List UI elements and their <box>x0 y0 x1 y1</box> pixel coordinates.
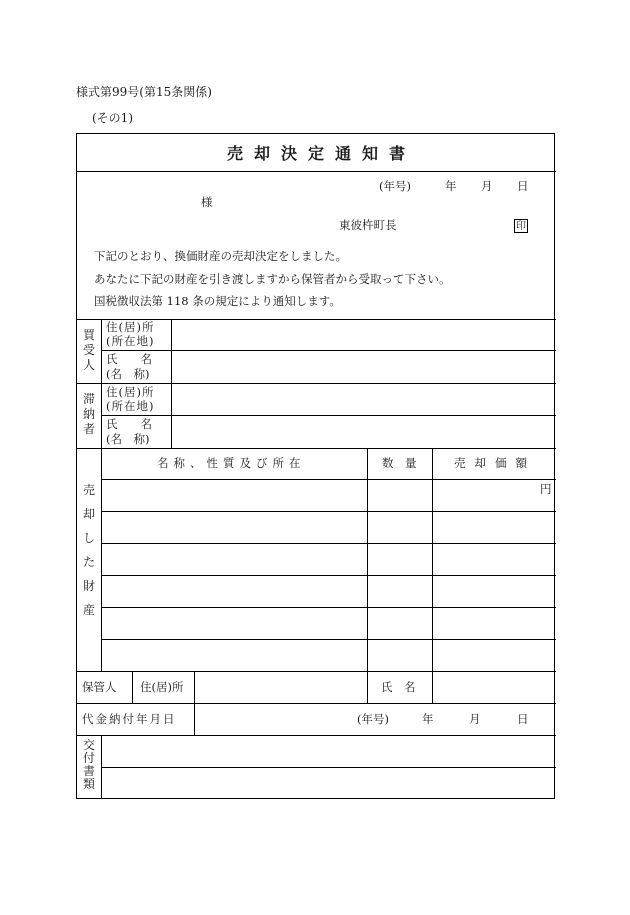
custodian-address-field[interactable] <box>196 673 365 702</box>
rule-property-row2 <box>101 543 556 544</box>
currency-unit: 円 <box>540 482 552 496</box>
buyer-label-char: 人 <box>82 358 95 372</box>
buyer-address-label-sub: (所在地) <box>106 334 155 348</box>
buyer-name-field[interactable] <box>173 352 554 382</box>
delinquent-name-label-sub: (名 称) <box>106 432 150 446</box>
documents-label-char: 類 <box>82 777 95 791</box>
property-label-char: た <box>82 555 95 569</box>
vrule-custodian-a <box>132 671 133 703</box>
documents-label <box>81 739 97 790</box>
property-quantity-header: 数 量 <box>382 456 417 470</box>
rule-property-row5 <box>101 639 556 640</box>
property-price-header: 売却価額 <box>454 456 536 470</box>
date-year: 年 <box>445 179 457 193</box>
rule-title <box>77 171 556 172</box>
rule-buyer-mid <box>101 350 556 351</box>
body-line-2: あなたに下記の財産を引き渡しますから保管者から受取って下さい。 <box>94 272 451 286</box>
buyer-address-field[interactable] <box>173 321 554 349</box>
delinquent-label <box>81 393 97 435</box>
payment-date-year: 年 <box>422 712 434 726</box>
delinquent-address-label: 住(居)所 <box>106 385 155 399</box>
payment-date-era: (年号) <box>357 712 389 726</box>
property-label-char: し <box>82 531 95 545</box>
delinquent-address-field[interactable] <box>173 385 554 414</box>
rule-property-row1 <box>101 511 556 512</box>
date-day: 日 <box>517 179 529 193</box>
documents-label-char: 交 <box>82 738 95 752</box>
documents-label-char: 付 <box>82 751 95 765</box>
rule-custodian-end <box>77 703 556 704</box>
buyer-label-char: 買 <box>82 328 95 342</box>
buyer-address-label: 住(居)所 <box>106 320 155 334</box>
property-label <box>81 484 97 616</box>
rule-buyer-end <box>77 383 556 384</box>
property-label-char: 財 <box>82 579 95 593</box>
buyer-label <box>81 329 97 371</box>
delinquent-address-label-sub: (所在地) <box>106 399 155 413</box>
vrule-price <box>432 448 433 703</box>
vrule-quantity <box>367 448 368 703</box>
property-label-char: 産 <box>82 603 95 617</box>
body-line-3: 国税徴収法第 118 条の規定により通知します。 <box>94 294 341 308</box>
rule-delinquent-mid <box>101 415 556 416</box>
issuer-name: 東彼杵町長 <box>339 218 397 232</box>
rule-payment-end <box>77 735 556 736</box>
rule-property-row3 <box>101 575 556 576</box>
delinquent-label-char: 滞 <box>82 392 95 406</box>
body-line-1: 下記のとおり、換価財産の売却決定をしました。 <box>94 249 347 263</box>
vrule-payment <box>194 703 195 735</box>
rule-property-header <box>101 479 556 480</box>
custodian-address-label: 住(居)所 <box>140 680 184 694</box>
delinquent-label-char: 納 <box>82 407 95 421</box>
property-name-header: 名称、性質及び所在 <box>157 456 306 470</box>
date-month: 月 <box>481 179 493 193</box>
delinquent-name-label: 氏 名 <box>106 417 152 431</box>
documents-label-char: 書 <box>82 764 95 778</box>
delinquent-name-field[interactable] <box>173 417 554 447</box>
property-label-char: 却 <box>82 507 95 521</box>
sub-number: (その1) <box>92 111 133 125</box>
vrule-field-label <box>171 319 172 448</box>
rule-delinquent-end <box>77 448 556 449</box>
form-number: 様式第99号(第15条関係) <box>76 85 212 99</box>
rule-property-row4 <box>101 607 556 608</box>
addressee-suffix: 様 <box>201 195 213 209</box>
date-era: (年号) <box>379 179 411 193</box>
payment-date-label: 代金納付年月日 <box>82 712 177 726</box>
vrule-label-col <box>101 319 102 671</box>
delinquent-label-char: 者 <box>82 422 95 436</box>
rule-property-end <box>77 671 556 672</box>
documents-field-1[interactable] <box>103 737 554 766</box>
seal-mark: 印 <box>516 221 526 232</box>
notice-form <box>76 133 555 799</box>
payment-date-day: 日 <box>517 712 529 726</box>
custodian-label: 保管人 <box>82 680 117 694</box>
vrule-custodian-b <box>194 671 195 703</box>
buyer-label-char: 受 <box>82 343 95 357</box>
vrule-documents <box>101 735 102 799</box>
custodian-name-field[interactable] <box>434 673 554 702</box>
property-label-char: 売 <box>82 483 95 497</box>
payment-date-month: 月 <box>469 712 481 726</box>
documents-field-2[interactable] <box>103 769 554 798</box>
buyer-name-label: 氏 名 <box>106 352 152 366</box>
document-title: 売却決定通知書 <box>227 144 417 163</box>
buyer-name-label-sub: (名 称) <box>106 367 150 381</box>
rule-documents-mid <box>101 767 556 768</box>
custodian-name-label: 氏 名 <box>381 680 416 694</box>
